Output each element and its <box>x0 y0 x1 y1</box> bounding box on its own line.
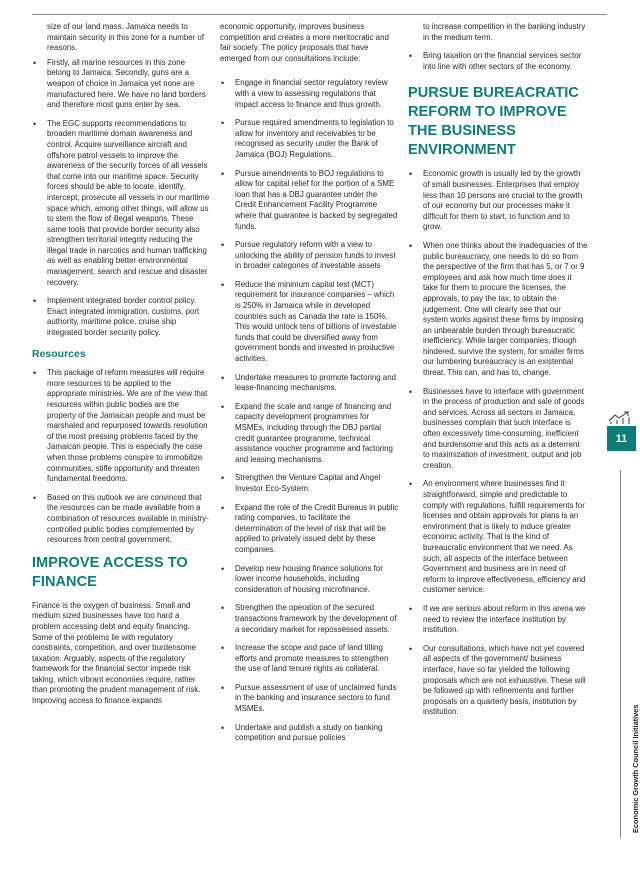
list-item: • Economic growth is usually led by the growth of small businesses. Enterprises that employ less than 10 persons are crucial to the growth of our economy but our processes make it difficult for them to start, to function and to grow. <box>408 169 588 233</box>
resources-bullet-list <box>32 368 210 546</box>
list-item: • Expand the scale and range of financing and capacity development programmes for MSMEs, including through the DBJ partial credit guarantee programme, technical assistance voucher programme and factoring and leasing mechanisms. <box>220 402 400 466</box>
sidebar-rule <box>620 470 621 838</box>
column-1 <box>32 22 210 711</box>
column-2 <box>220 22 400 752</box>
list-item: • Pursue required amendments to legislation to allow for inventory and receivables to be recognised as security under the Bank of Jamaica (BOJ) Regulations. <box>220 118 400 160</box>
list-item: • Develop new housing finance solutions for lower income households, including consideration of housing microfinance. <box>220 564 400 596</box>
list-item: • Our consultations, which have not yet covered all aspects of the government/ business interface, have so far yielded the following proposals which are not exhaustive. These will be followed up with refinements and further proposals on a quarterly basis, institution by institution: <box>408 644 588 718</box>
finance-paragraph: Finance is the oxygen of business. Small and medium sized businesses have too hard a problem accessing debt and equity financing. Some of the problems lie with regulatory constraints, competition, and over burdensome taxation. Arguably, aspects of the regulatory framework for the financial sector impede risk taking, which vibrant economies require, rather than promoting the prudent management of risk. Improving access to finance expands <box>32 600 201 706</box>
list-item: • Pursue amendments to BOJ regulations to allow for capital relief for the portion of a SME loan that has a DBJ guarantee under the Credit Enhancement Facility Programme where that guarantee is backed by segregated funds. <box>220 169 400 233</box>
list-item: • Pursue regulatory reform with a view to unlocking the ability of pension funds to invest in broader categories of investable assets <box>220 240 400 272</box>
list-item: • This package of reform measures will require more resources to be applied to the appropriate ministries. We are of the view that resources within public bodies are the property of the Jamaican people and must be marshaled and repurposed towards resolution of the most pressing problems faced by the Jamaican people. This is especially the case when those problems conspire to immobilize communities, stifle opportunity and threaten fundamental freedoms. <box>32 368 210 485</box>
list-item: • Based on this outlook we are convinced that the resources can be made available from a combination of resources available in ministry-controlled public bodies complemented by resources from central government. <box>32 493 210 546</box>
page-number: 11 <box>607 426 636 451</box>
list-item: • An environment where businesses find it straightforward, simple and predictable to comply with regulations, fulfill requirements for licenses and obtain approvals for plans is an environment that is likely to induce greater economic activity. That is the kind of bureaucratic environment that we need. As such, all aspects of the interface between Government and business are in need of reform to improve effectiveness, efficiency and customer service. <box>408 479 588 596</box>
column-3 <box>408 22 588 726</box>
finance-bullet-list <box>220 78 400 743</box>
list-item: • Expand the role of the Credit Bureaus in public rating companies, to facilitate the determination of the level of risk that will be applied to privately issued debt by these companies. <box>220 503 400 556</box>
list-item: • Reduce the minimum capital test (MCT) requirement for insurance companies – which is 250% in Jamaica while in developed countries such as Canada the rate is 150%. This would unlock tens of billions of investable funds that could be diversified away from government bonds and invested in productive activities. <box>220 280 400 365</box>
taxation-bullet-list <box>408 51 588 72</box>
list-item: • Pursue assessment of use of unclaimed funds in the banking and insurance sectors to fund MSMEs. <box>220 683 400 715</box>
list-item: • Businesses have to interface with government in the process of production and sale of goods and services. Across all sectors in Jamaica, businesses complain that such interface is often excessively time-consuming, inefficient and burdensome and this acts as a deterrent to maximization of investment, output and job creation. <box>408 387 588 472</box>
list-item: • Firstly, all marine resources in this zone belong to Jamaica. Secondly, guns are a weapon of choice in Jamaica yet none are manufactured here. We have no land borders and therefore most guns enter by sea. <box>32 58 210 111</box>
list-item: • Undertake and publish a study on banking competition and pursue policies <box>220 723 400 744</box>
bureaucratic-reform-heading: PURSUE BUREACRATIC REFORM TO IMPROVE THE BUSINESS ENVIRONMENT <box>408 85 579 159</box>
list-item: • When one thinks about the inadequacies of the public bureaucracy, one needs to do so from the perspective of the firm that has 5, or 7 or 9 employees and ask how much time does it take for them to procure the licenses, the approvals, to pay the tax, to obtain the judgement. One will clearly see that our system works against these firms by imposing an unbearable burden through bureaucratic inefficiency. While larger companies, though hindered, survive the system, for smaller firms our lumbering bureaucracy is an existential threat. This can, and has to, change. <box>408 241 588 379</box>
list-item: • Undertake measures to promote factoring and lease-financing mechanisms. <box>220 373 400 394</box>
column-1-continuation: size of our land mass. Jamaica needs to maintain security in this zone for a number of reasons. <box>47 22 205 53</box>
column-2-continuation: economic opportunity, improves business competition and creates a more meritocratic and fair society. The policy proposals that have emerged from our consultations include: <box>220 22 389 63</box>
resources-heading: Resources <box>32 347 86 360</box>
finance-heading: IMPROVE ACCESS TO FINANCE <box>32 554 188 590</box>
maritime-bullet-list <box>32 58 210 339</box>
list-item: • Strengthen the Venture Capital and Angel Investor Eco-System. <box>220 473 400 494</box>
list-item: • Increase the scope and pace of land titling efforts and promote measures to strengthen the use of land tenure rights as collateral. <box>220 643 400 675</box>
list-item: • Strengthen the operation of the secured transactions framework by the development of a secondary market for repossessed assets. <box>220 603 400 635</box>
list-item: • The EGC supports recommendations to broaden maritime domain awareness and control. Acquire surveillance aircraft and offshore patrol vessels to improve the awareness of the security forces of all vessels that come into our maritime space. Security forces should be able to locate, identify, intercept, prosecute all vessels in our maritime space which, among other things, will allow us to stem the flow of illegal weapons. These same tools that provide border security also strengthen territorial integrity reducing the illegal trade in narcotics and human trafficking as well as enabling better environmental management, search and rescue and disaster recovery. <box>32 119 210 289</box>
list-item: • Bring taxation on the financial services sector into line with other sectors of the economy. <box>408 51 588 72</box>
list-item: • Engage in financial sector regulatory review with a view to assessing regulations that impact access to finance and thus growth. <box>220 78 400 110</box>
list-item: • If we are serious about reform in this arena we need to review the interface institution by institution. <box>408 604 588 636</box>
running-title: Economic Growth Council Initiatives <box>631 704 640 833</box>
column-3-continuation: to increase competition in the banking industry in the medium term. <box>423 22 586 42</box>
running-title-container <box>622 473 640 833</box>
top-rule <box>32 14 607 15</box>
list-item: • Implement integrated border control policy. Enact integrated immigration, customs, port authority, maritime police, cruise ship integrated border security policy. <box>32 296 210 338</box>
bureaucracy-bullet-list <box>408 169 588 718</box>
